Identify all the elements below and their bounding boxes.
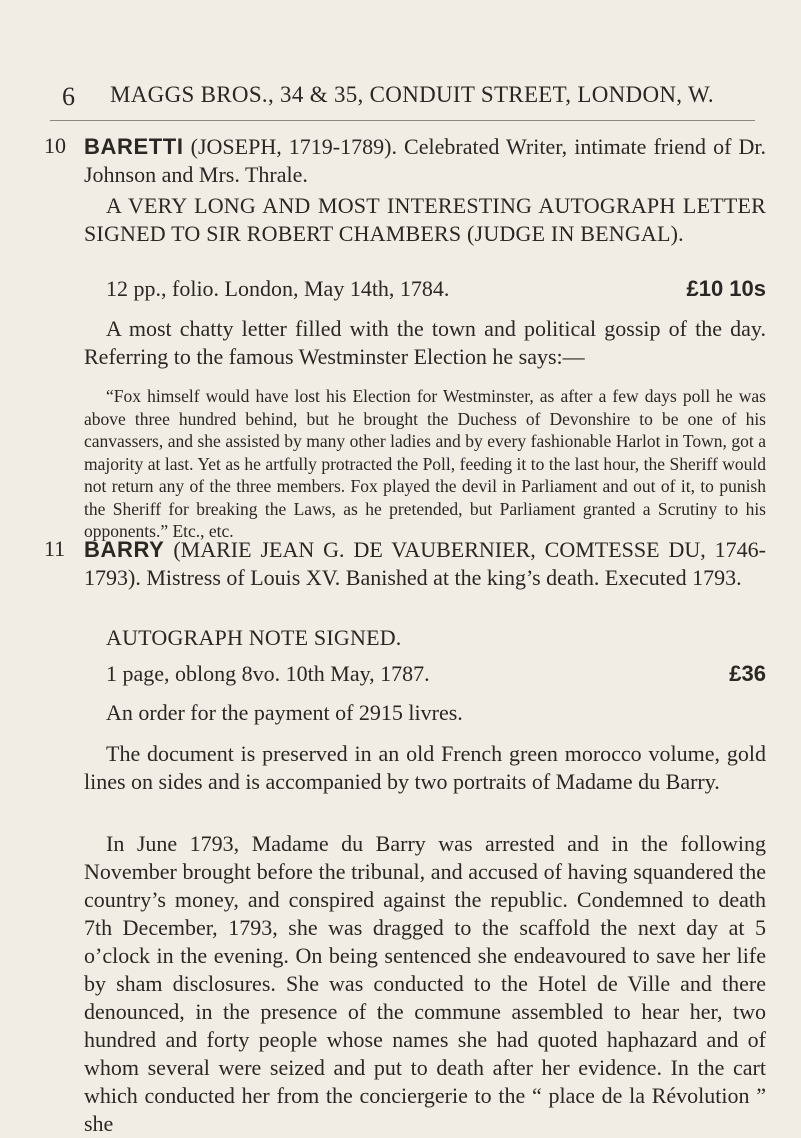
page-number: 6	[62, 82, 76, 111]
lot-price: £10 10s	[686, 276, 766, 301]
lot-intro: An order for the payment of 2915 livres.	[106, 700, 463, 725]
lot-number: 10	[44, 133, 66, 158]
lot-specs-row	[84, 660, 766, 688]
lot-description: (MARIE JEAN G. DE VAUBERNIER, COMTESSE DU, 1746-1793). Mistress of Louis XV. Banished at the king’s death. Executed 1793.	[84, 537, 766, 590]
lot-paragraph: In June 1793, Madame du Barry was arrested and in the following November brought before the tribunal, and accused of having squandered the country’s money, and conspired against the republic. Condemned to death 7th December, 1793, she was dragged to the scaffold the next day at 5 o’clock in the evening. On being sentenced she endeavoured to save her life by sham disclosures. She was conducted to the Hotel de Ville and there denounced, in the presence of the commune assembled to hear her, two hundred and forty people whose names she had quoted haphazard and of whom several were seized and put to death after her evidence. In the cart which conducted her from the conciergerie to the “ place de la Révolution ” she	[84, 831, 766, 1136]
lot-specs: 12 pp., folio. London, May 14th, 1784.	[106, 276, 450, 301]
lot-name: BARRY	[84, 537, 165, 562]
running-header: MAGGS BROS., 34 & 35, CONDUIT STREET, LONDON, W.	[110, 82, 714, 107]
lot-title: A VERY LONG AND MOST INTERESTING AUTOGRAPH LETTER SIGNED TO SIR ROBERT CHAMBERS (JUDGE IN BENGAL).	[84, 193, 766, 246]
lot-name: BARETTI	[84, 134, 184, 159]
lot-heading	[84, 133, 766, 189]
lot-intro: A most chatty letter filled with the town and political gossip of the day. Referring to the famous Westminster Election he says:—	[84, 316, 766, 369]
lot-number: 11	[44, 536, 66, 561]
lot-paragraph: The document is preserved in an old French green morocco volume, gold lines on sides and is accompanied by two portraits of Madame du Barry.	[84, 741, 766, 794]
header-rule	[50, 120, 755, 121]
lot-specs-row	[84, 275, 766, 303]
lot-specs: 1 page, oblong 8vo. 10th May, 1787.	[106, 661, 430, 686]
lot-heading	[84, 536, 766, 592]
lot-title: AUTOGRAPH NOTE SIGNED.	[106, 625, 402, 650]
lot-quote: “Fox himself would have lost his Election for Westminster, as after a few days poll he was above three hundred behind, but he brought the Duchess of Devonshire to be one of his canvassers, and she assisted by many other ladies and by every fashionable Harlot in Town, got a majority at last. Yet as he artfully protracted the Poll, feeding it to the last hour, the Sheriff would not return any of the three members. Fox played the devil in Parliament and out of it, to punish the Sheriff for breaking the Laws, as he pretended, but Parliament granted a Scrutiny to his opponents.” Etc., etc.	[84, 386, 766, 541]
lot-description: (JOSEPH, 1719-1789). Celebrated Writer, intimate friend of Dr. Johnson and Mrs. Thrale.	[84, 134, 767, 187]
lot-price: £36	[729, 661, 766, 686]
